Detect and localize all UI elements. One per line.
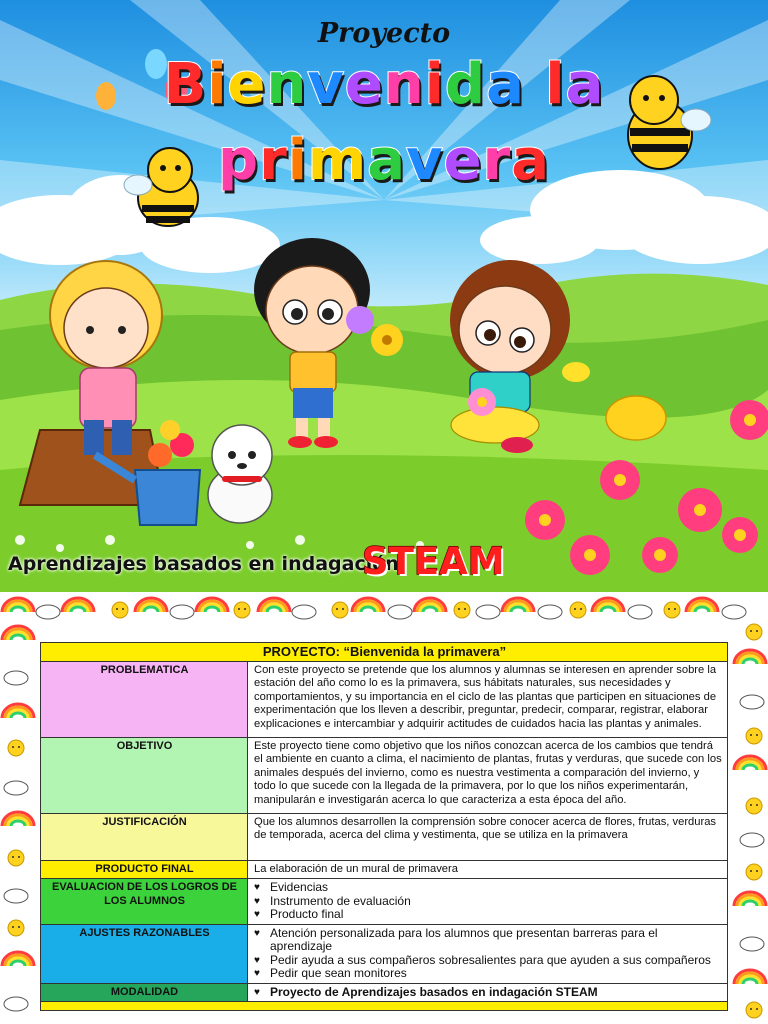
title-letter: e — [227, 52, 267, 117]
table-header: PROYECTO: “Bienvenida la primavera” — [41, 643, 728, 662]
right-border-column — [734, 624, 766, 1018]
heart-icon: ♥ — [254, 986, 260, 998]
title-letter: p — [218, 128, 260, 193]
cover-subtitle: Aprendizajes basados en indagación — [8, 553, 399, 575]
label-justificacion: JUSTIFICACIÓN — [41, 813, 248, 860]
list-item: ♥ Pedir ayuda a sus compañeros sobresalientes para que ayuden a sus compañeros — [254, 952, 711, 967]
list-evaluacion — [248, 879, 728, 925]
title-letter: a — [486, 52, 525, 117]
left-border-column — [2, 626, 34, 1011]
title-letter: d — [444, 52, 487, 117]
text-modalidad — [248, 983, 728, 1002]
table-header-row — [41, 643, 728, 662]
title-line-1 — [0, 52, 768, 117]
row-justificacion — [41, 813, 728, 860]
list-item: ♥ Evidencias — [254, 880, 329, 894]
row-ajustes — [41, 924, 728, 983]
label-producto-final: PRODUCTO FINAL — [41, 860, 248, 879]
top-border-row — [2, 598, 746, 619]
row-problematica — [41, 661, 728, 737]
heart-icon: ♥ — [254, 968, 260, 979]
heart-icon: ♥ — [254, 927, 260, 939]
heart-icon: ♥ — [254, 895, 260, 907]
title-letter: B — [163, 52, 208, 117]
title-letter: n — [383, 52, 425, 117]
title-letter: v — [406, 128, 444, 193]
title-letter: e — [344, 52, 384, 117]
label-evaluacion: EVALUACION DE LOS LOGROS DE LOS ALUMNOS — [41, 879, 248, 925]
project-sheet — [0, 592, 768, 1024]
title-letter: n — [266, 52, 308, 117]
text-justificacion: Que los alumnos desarrollen la comprensión sobre conocer acerca de flores, frutas, verduras de temporada, acerca del clima y vestimenta, que se utiliza en la primavera — [248, 813, 728, 860]
label-ajustes: AJUSTES RAZONABLES — [41, 924, 248, 983]
list-item: ♥ Producto final — [254, 907, 344, 921]
title-letter: m — [307, 128, 368, 193]
table-footer-bar — [41, 1002, 728, 1011]
title-letter: i — [207, 52, 228, 117]
text-objetivo: Este proyecto tiene como objetivo que los niños conozcan acerca de los cambios que tendrá el ambiente en cuanto a clima, el nacimiento de plantas, frutas y verduras, que sucede con los animales después del invierno, como es nuestra vestimenta a comparación del invierno, y todo lo que sucede con la llegada de la primavera, por lo que los niños experimentarán, manipularán e investigarán acerca lo que caracteriza a esta época del año. — [248, 737, 728, 813]
title-letter: i — [287, 128, 308, 193]
title-letter: l — [545, 52, 566, 117]
label-objetivo: OBJETIVO — [41, 737, 248, 813]
row-evaluacion — [41, 879, 728, 925]
label-problematica: PROBLEMATICA — [41, 661, 248, 737]
project-table — [40, 642, 728, 1011]
title-line-2 — [0, 128, 768, 193]
row-modalidad — [41, 983, 728, 1002]
steam-badge: STEAM — [362, 540, 505, 583]
row-producto-final — [41, 860, 728, 879]
title-letter: a — [367, 128, 407, 193]
heart-icon: ♥ — [254, 882, 260, 893]
text-producto-final: La elaboración de un mural de primavera — [248, 860, 728, 879]
row-objetivo — [41, 737, 728, 813]
heart-icon: ♥ — [254, 954, 260, 966]
title-letter: e — [443, 128, 483, 193]
text-problematica: Con este proyecto se pretende que los alumnos y alumnas se interesen en aprender sobre la estación del año como lo es la primavera, sus hábitats naturales, sus necesidades y comportamientos, y su importancia en el ciclo de las plantas que participen en situaciones de experimentación que los lleven a describir, preguntar, predecir, comparar, registrar, elaborar explicaciones e intercambiar y adquirir actitudes de cuidados hacia las plantas y animales. — [248, 661, 728, 737]
list-item: ♥ Instrumento de evaluación — [254, 893, 411, 908]
title-letter: a — [511, 128, 550, 193]
title-letter: a — [565, 52, 605, 117]
title-letter: i — [424, 52, 445, 117]
list-item: ♥ Proyecto de Aprendizajes basados en indagación STEAM — [254, 984, 598, 999]
title-letter: v — [307, 52, 345, 117]
title-letter — [525, 52, 546, 117]
project-kicker: Proyecto — [317, 18, 451, 49]
title-letter: r — [482, 128, 512, 193]
list-ajustes — [248, 924, 728, 983]
list-item: ♥ Pedir que sean monitores — [254, 966, 407, 980]
heart-icon: ♥ — [254, 909, 260, 920]
label-modalidad: MODALIDAD — [41, 983, 248, 1002]
list-item: ♥ Atención personalizada para los alumnos que presentan barreras para el aprendizaje — [254, 925, 658, 953]
title-letter: r — [259, 128, 288, 193]
